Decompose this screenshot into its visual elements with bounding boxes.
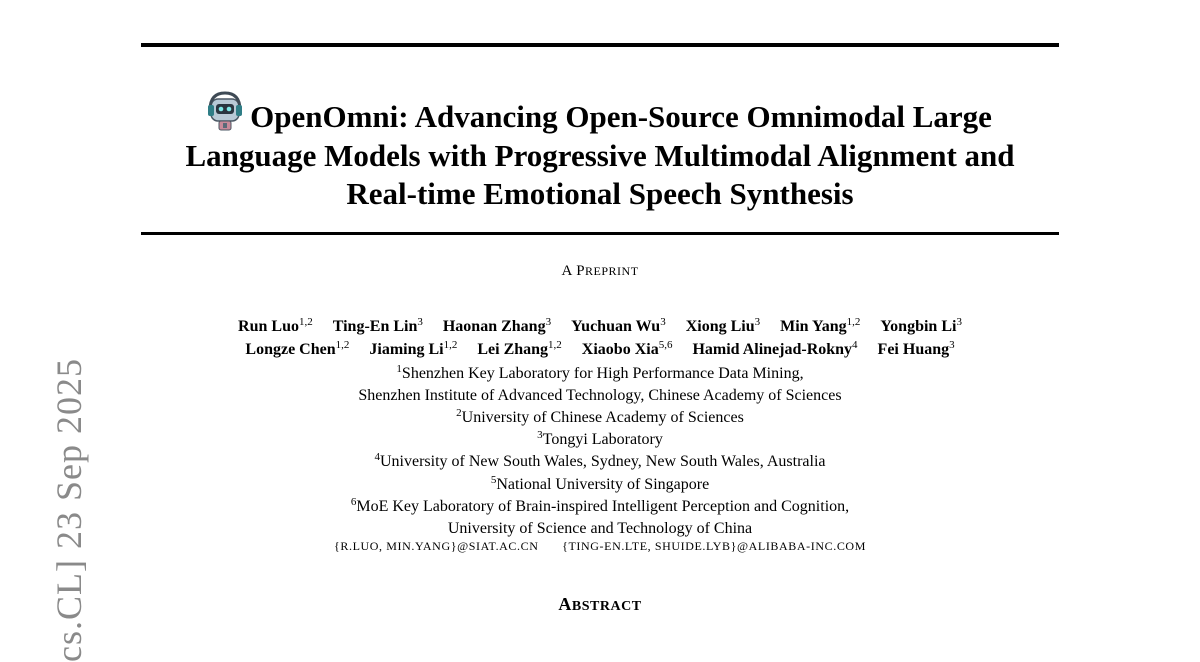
title-line-2: Language Models with Progressive Multimodal Alignment and [185,137,1015,173]
affiliation-line: University of Science and Technology of China [447,520,753,537]
title-top-rule [141,43,1059,47]
author: Longze Chen$^{1,2}$ [245,339,350,358]
author: Ting-En Lin$^3$ [332,316,423,335]
author: Yongbin Li$^3$ [880,316,962,335]
author: Xiong Liu$^3$ [685,316,761,335]
affiliation-line: $^1$Shenzhen Key Laboratory for High Performance Data Mining, [396,363,804,382]
affiliation-line: $^5$National University of Singapore [490,474,710,493]
email-address: {TING-EN.LTE, SHUIDE.LYB}@ALIBABA-INC.COM [562,539,866,553]
author: Fei Huang$^3$ [877,339,955,358]
author: Run Luo$^{1,2}$ [238,316,313,335]
email-address: {R.LUO, MIN.YANG}@SIAT.AC.CN [334,539,539,553]
title-bottom-rule [141,232,1059,235]
affiliation-line: Shenzhen Institute of Advanced Technology, Chinese Academy of Sciences [358,387,842,404]
robot-headphones-icon [208,90,242,132]
author: Jiaming Li$^{1,2}$ [369,339,458,358]
author-list-row-2 [100,341,1100,359]
paper-title [141,90,1059,214]
title-line-1: OpenOmni: Advancing Open-Source Omnimodal Large [141,90,1059,137]
author: Haonan Zhang$^3$ [442,316,552,335]
arxiv-identifier-stamp: cs.CL] 23 Sep 2025 [49,358,89,662]
author: Lei Zhang$^{1,2}$ [477,339,562,358]
affiliation-line: $^6$MoE Key Laboratory of Brain-inspired Intelligent Perception and Cognition, [350,496,850,515]
author: Xiaobo Xia$^{5,6}$ [581,339,673,358]
affiliation-line: $^3$Tongyi Laboratory [537,429,663,448]
title-line-3: Real-time Emotional Speech Synthesis [346,176,854,211]
affiliation-line: $^2$University of Chinese Academy of Sciences [456,407,744,426]
abstract-heading: ABSTRACT [558,594,642,614]
author-list-row-1 [100,318,1100,336]
author-emails [100,539,1100,554]
affiliation-line: $^4$University of New South Wales, Sydney, New South Wales, Australia [374,451,826,470]
abstract-text-partial [300,635,900,648]
author: Hamid Alinejad-Rokny$^4$ [692,339,858,358]
preprint-label: A PREPRINT [561,263,639,279]
author: Min Yang$^{1,2}$ [780,316,861,335]
author: Yuchuan Wu$^3$ [571,316,666,335]
